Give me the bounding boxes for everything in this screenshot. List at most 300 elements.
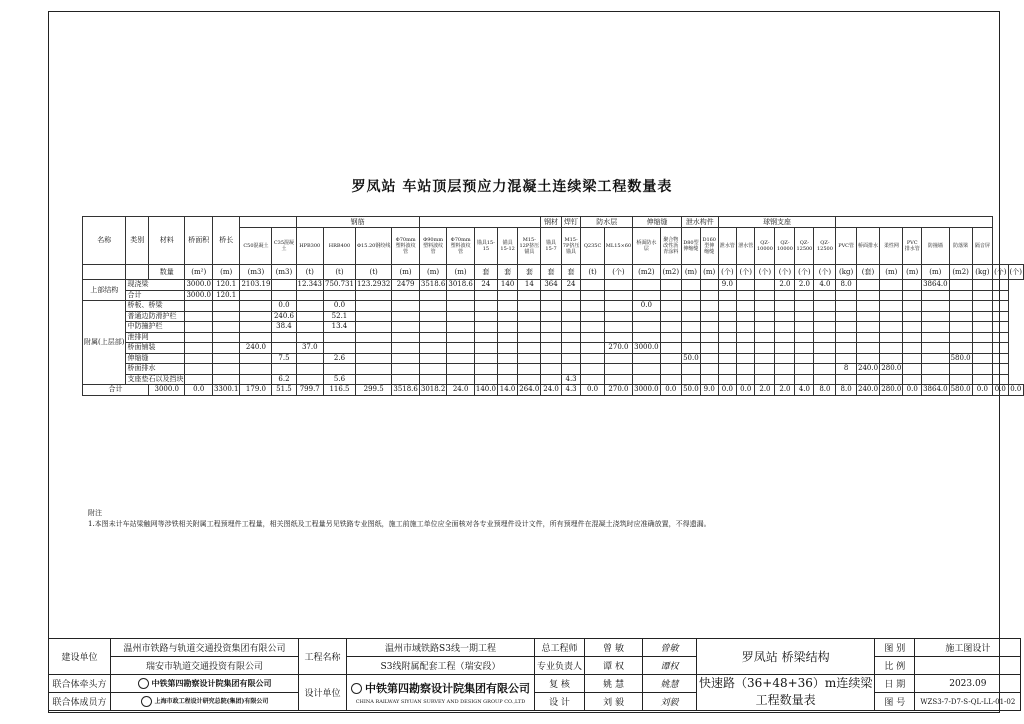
build-unit-label: 建设单位	[49, 639, 111, 675]
unit-cell: 套	[497, 265, 517, 280]
table-cell	[447, 353, 475, 364]
resp-name: 谭 权	[585, 657, 643, 675]
header-rebar: 钢筋	[296, 217, 419, 228]
table-cell: 240.0	[858, 385, 879, 394]
table-cell	[212, 322, 240, 333]
unit-cell: (t)	[581, 265, 604, 280]
table-cell	[903, 374, 922, 385]
table-cell	[814, 290, 836, 301]
row-label: 桥面铺装	[126, 343, 185, 354]
table-cell	[814, 311, 836, 322]
table-cell	[419, 332, 447, 343]
table-cell	[240, 290, 272, 301]
lead-label: 联合体牵头方	[49, 675, 111, 693]
no-label: 图 号	[875, 693, 915, 711]
header-item: 锚具15-12	[497, 228, 517, 265]
table-cell	[755, 290, 775, 301]
table-cell: 0.0	[737, 385, 755, 396]
table-cell: 24	[474, 280, 497, 291]
table-cell	[447, 311, 475, 322]
table-cell	[392, 343, 420, 354]
unit-cell: (m)	[392, 265, 420, 280]
review-signature: 姚慧	[643, 675, 697, 693]
chief-signature: 曾敏	[643, 639, 697, 657]
header-item: HPB300	[296, 228, 324, 265]
unit-cell: (m)	[880, 265, 903, 280]
table-cell: 3518.6	[420, 280, 446, 289]
table-cell	[355, 322, 391, 333]
table-cell: 2.0	[775, 280, 795, 291]
table-cell	[718, 311, 736, 322]
table-cell: 120.1	[212, 290, 240, 301]
table-cell	[880, 301, 903, 312]
table-cell	[633, 374, 661, 385]
table-cell	[903, 364, 922, 375]
table-cell: 0.0	[185, 385, 213, 396]
unit-cell: (m²)	[185, 265, 213, 280]
table-cell	[814, 322, 836, 333]
table-cell: 14.0	[497, 385, 517, 396]
header-item: QZ-10000	[755, 228, 775, 265]
header-item: PVC管	[836, 228, 856, 265]
sms-logo: 上海市政工程设计研究总院(集团)有限公司	[141, 696, 269, 707]
project-label: 工程名称	[299, 639, 347, 675]
unit-cell: (个)	[1008, 265, 1023, 280]
table-cell: 2.6	[324, 353, 356, 364]
table-cell: 750.731	[325, 280, 354, 289]
table-cell	[518, 301, 541, 312]
header-length: 桥长	[212, 217, 240, 265]
header-item: D160型伸缩缝	[700, 228, 718, 265]
table-cell: 799.7	[296, 385, 324, 396]
table-cell: 3000.0	[149, 385, 185, 396]
table-cell: 270.0	[604, 343, 632, 354]
table-cell	[949, 374, 972, 385]
header-item: 防落梁	[949, 228, 972, 265]
unit-cell: 套	[561, 265, 581, 280]
table-cell	[775, 290, 795, 301]
table-cell	[497, 290, 517, 301]
table-cell	[240, 301, 272, 312]
header-material: 材料	[149, 217, 185, 265]
table-cell: 2.0	[775, 385, 795, 396]
table-cell	[541, 290, 561, 301]
table-cell	[581, 364, 604, 375]
table-cell	[718, 374, 736, 385]
header-drain: 泄水构件	[682, 217, 719, 228]
table-cell: 0.0	[718, 385, 736, 396]
table-cell	[880, 353, 903, 364]
date-value: 2023.09	[915, 675, 1021, 693]
table-cell	[880, 343, 903, 354]
table-cell	[993, 332, 1008, 343]
logo-mark-icon	[351, 683, 362, 694]
header-item: QZ-12500	[814, 228, 836, 265]
table-cell	[700, 374, 718, 385]
table-cell	[795, 290, 814, 301]
project-2: S3线附属配套工程（瑞安段）	[347, 657, 535, 675]
table-cell	[737, 343, 755, 354]
section-label: 附属(上层部)	[83, 301, 126, 385]
stage-label: 图 别	[875, 639, 915, 657]
table-cell	[561, 343, 581, 354]
header-item: 桥面排水	[856, 228, 880, 265]
table-cell	[700, 290, 718, 301]
table-cell	[474, 332, 497, 343]
table-cell	[581, 301, 604, 312]
table-cell	[903, 322, 922, 333]
unit-cell: (m2)	[660, 265, 681, 280]
crsdi-logo: 中铁第四勘察设计院集团有限公司	[138, 678, 272, 690]
table-row	[83, 301, 1024, 312]
table-cell	[447, 374, 475, 385]
table-cell	[633, 353, 661, 364]
table-cell	[775, 353, 795, 364]
table-cell: 280.0	[881, 385, 902, 394]
table-cell	[795, 301, 814, 312]
table-cell: 2479	[392, 280, 420, 291]
table-cell	[880, 374, 903, 385]
header-item: PVC排水管	[903, 228, 922, 265]
table-cell	[755, 322, 775, 333]
header-item: Φ15.20钢绞线	[355, 228, 391, 265]
table-cell	[581, 290, 604, 301]
table-cell	[392, 332, 420, 343]
table-cell	[272, 332, 296, 343]
unit-cell: (m2)	[949, 265, 972, 280]
table-cell: 3300.1	[213, 385, 239, 394]
table-cell	[447, 301, 475, 312]
table-cell	[541, 311, 561, 322]
table-cell: 4.0	[795, 385, 814, 396]
table-cell	[604, 280, 632, 291]
table-cell	[880, 332, 903, 343]
table-cell	[561, 353, 581, 364]
table-cell	[185, 311, 213, 322]
table-cell	[775, 364, 795, 375]
table-cell	[856, 290, 880, 301]
table-cell	[83, 265, 126, 280]
row-label: 现浇梁	[126, 280, 185, 291]
table-cell	[903, 353, 922, 364]
table-cell	[922, 290, 950, 301]
header-item: HRB400	[324, 228, 356, 265]
table-cell	[212, 364, 240, 375]
table-cell	[474, 364, 497, 375]
table-cell	[795, 343, 814, 354]
unit-cell: (套)	[856, 265, 880, 280]
table-cell	[604, 332, 632, 343]
table-cell	[541, 322, 561, 333]
table-cell: 3000.0	[634, 343, 659, 352]
table-row	[83, 290, 1024, 301]
table-cell: 0.0	[581, 385, 604, 396]
table-cell	[660, 332, 681, 343]
table-cell	[633, 280, 661, 291]
table-cell: 580.0	[950, 353, 971, 362]
table-cell	[972, 343, 992, 354]
table-cell	[419, 311, 447, 322]
unit-cell: (kg)	[972, 265, 992, 280]
table-cell	[949, 311, 972, 322]
table-cell	[660, 322, 681, 333]
table-cell	[814, 364, 836, 375]
table-cell	[755, 311, 775, 322]
table-cell	[660, 290, 681, 301]
table-cell	[240, 353, 272, 364]
table-cell	[682, 364, 701, 375]
review-name: 姚 慧	[585, 675, 643, 693]
table-cell	[737, 374, 755, 385]
header-bearing: 球钢支座	[718, 217, 836, 228]
table-cell: 3018.2	[420, 385, 446, 394]
table-cell	[324, 343, 356, 354]
table-cell	[581, 343, 604, 354]
no-value: WZS3-7-D7-S-QL-LL-01-02	[915, 693, 1021, 711]
table-cell	[856, 374, 880, 385]
header-row	[83, 217, 1024, 228]
table-cell: 0.0	[1008, 385, 1023, 396]
table-cell	[856, 343, 880, 354]
table-cell	[240, 332, 272, 343]
table-cell	[240, 364, 272, 375]
table-cell	[775, 311, 795, 322]
table-cell	[737, 322, 755, 333]
table-cell	[949, 364, 972, 375]
table-cell	[447, 332, 475, 343]
table-cell	[922, 311, 950, 322]
table-cell: 3000.0	[634, 385, 659, 394]
table-cell: 5.6	[324, 374, 356, 385]
total-row	[83, 385, 1024, 396]
table-cell: 120.1	[212, 280, 240, 291]
table-cell	[700, 280, 718, 291]
table-cell	[880, 311, 903, 322]
table-cell	[737, 311, 755, 322]
table-cell	[518, 311, 541, 322]
table-cell	[718, 343, 736, 354]
header-item: 柔性网	[880, 228, 903, 265]
table-cell	[355, 290, 391, 301]
table-cell	[392, 353, 420, 364]
table-cell	[633, 290, 661, 301]
table-cell: 0.0	[903, 385, 922, 396]
table-cell	[392, 311, 420, 322]
header-waterproof: 防水层	[581, 217, 633, 228]
unit-cell: (m)	[447, 265, 475, 280]
table-cell	[324, 332, 356, 343]
table-cell	[240, 311, 272, 322]
table-cell	[836, 290, 856, 301]
table-cell	[392, 322, 420, 333]
table-cell: 24	[561, 280, 581, 291]
table-cell	[922, 301, 950, 312]
unit-cell: (m)	[922, 265, 950, 280]
table-cell: 270.0	[604, 385, 632, 396]
header-area: 桥面积	[185, 217, 213, 265]
table-cell: 580.0	[950, 385, 971, 394]
table-cell	[993, 280, 1008, 291]
table-cell	[993, 374, 1008, 385]
table-cell	[700, 364, 718, 375]
table-cell	[836, 374, 856, 385]
header-item: Φ70mm塑料波纹管	[447, 228, 475, 265]
header-item: QZ-10000	[775, 228, 795, 265]
scale-label: 比 例	[875, 657, 915, 675]
table-cell	[212, 301, 240, 312]
table-cell	[880, 290, 903, 301]
table-cell	[660, 311, 681, 322]
table-cell	[296, 311, 324, 322]
project-1: 温州市域铁路S3线一期工程	[347, 639, 535, 657]
table-cell: 2103.19	[241, 280, 271, 289]
row-label: 合计	[126, 290, 185, 301]
table-cell	[604, 311, 632, 322]
table-cell: 2.0	[755, 385, 775, 396]
table-cell	[903, 301, 922, 312]
table-cell	[474, 322, 497, 333]
table-cell	[272, 290, 296, 301]
table-cell	[561, 364, 581, 375]
date-label: 日 期	[875, 675, 915, 693]
design-label: 设计单位	[299, 675, 347, 711]
table-cell	[185, 322, 213, 333]
table-cell	[972, 290, 992, 301]
header-item: Q235C	[581, 228, 604, 265]
table-cell	[392, 374, 420, 385]
table-cell	[922, 374, 950, 385]
table-cell	[355, 374, 391, 385]
unit-cell: (t)	[324, 265, 356, 280]
table-cell	[185, 332, 213, 343]
table-cell: 8.0	[836, 280, 856, 291]
table-cell	[755, 301, 775, 312]
table-cell: 0.0	[633, 301, 661, 312]
table-cell	[541, 332, 561, 343]
table-cell	[700, 332, 718, 343]
table-cell	[581, 374, 604, 385]
table-cell	[682, 343, 701, 354]
table-cell	[737, 353, 755, 364]
table-cell	[972, 374, 992, 385]
header-item: 隔音屏	[972, 228, 992, 265]
table-cell	[737, 290, 755, 301]
table-cell: 8.0	[836, 385, 856, 396]
table-cell	[972, 364, 992, 375]
header-name: 名称	[83, 217, 126, 265]
header-item: M15-7P挤压锚具	[561, 228, 581, 265]
table-cell	[775, 332, 795, 343]
row-label: 桥板、桥梁	[126, 301, 185, 312]
unit-cell: (m3)	[272, 265, 296, 280]
table-cell: 364	[541, 280, 561, 291]
table-cell	[836, 311, 856, 322]
table-row	[83, 322, 1024, 333]
table-cell: 14	[518, 280, 541, 291]
table-cell	[700, 353, 718, 364]
table-cell	[836, 301, 856, 312]
table-cell: 37.0	[296, 343, 324, 354]
table-cell	[474, 290, 497, 301]
table-cell	[541, 301, 561, 312]
table-cell	[296, 374, 324, 385]
table-row	[83, 353, 1024, 364]
quantity-table	[82, 216, 1024, 396]
table-cell: 51.5	[272, 385, 296, 396]
header-item: 聚合物改性沥青涂料	[660, 228, 681, 265]
table-row	[83, 280, 1024, 291]
table-cell	[633, 364, 661, 375]
unit-cell: (m)	[419, 265, 447, 280]
table-cell	[185, 353, 213, 364]
header-item: 泄水管	[718, 228, 736, 265]
table-cell	[880, 322, 903, 333]
table-cell	[185, 301, 213, 312]
table-cell	[856, 301, 880, 312]
table-cell	[755, 343, 775, 354]
table-cell	[541, 353, 561, 364]
table-cell	[660, 374, 681, 385]
table-cell	[922, 353, 950, 364]
table-cell: 24.0	[447, 385, 475, 396]
table-cell	[419, 322, 447, 333]
table-cell	[718, 364, 736, 375]
resp-label: 专业负责人	[535, 657, 585, 675]
unit-cell: (m)	[700, 265, 718, 280]
table-cell	[296, 364, 324, 375]
table-cell	[518, 353, 541, 364]
table-cell: 3000.0	[186, 290, 211, 299]
table-cell	[541, 343, 561, 354]
table-cell	[949, 290, 972, 301]
build-unit-2: 瑞安市轨道交通投资有限公司	[111, 657, 299, 675]
table-cell	[700, 311, 718, 322]
table-cell	[993, 343, 1008, 354]
table-cell	[633, 332, 661, 343]
table-cell	[497, 322, 517, 333]
unit-cell: 套	[474, 265, 497, 280]
table-cell: 264.0	[519, 385, 540, 394]
table-cell	[836, 332, 856, 343]
header-item: 防撞墙	[922, 228, 950, 265]
table-cell	[604, 290, 632, 301]
table-cell	[296, 353, 324, 364]
row-label: 普通边防滑护栏	[126, 311, 185, 322]
table-cell	[604, 301, 632, 312]
table-cell	[604, 353, 632, 364]
header-item: C50混凝土	[240, 228, 272, 265]
unit-cell: (m2)	[633, 265, 661, 280]
table-cell	[447, 322, 475, 333]
table-cell	[355, 364, 391, 375]
unit-cell: (个)	[755, 265, 775, 280]
table-cell: 179.0	[240, 385, 272, 396]
table-cell	[392, 364, 420, 375]
table-cell	[949, 301, 972, 312]
table-cell	[518, 332, 541, 343]
table-cell: 9.0	[700, 385, 718, 396]
table-cell	[561, 290, 581, 301]
unit-cell: 套	[541, 265, 561, 280]
table-cell	[836, 343, 856, 354]
header-item: M15-12P挤压锚具	[518, 228, 541, 265]
unit-cell: (个)	[795, 265, 814, 280]
table-cell	[682, 332, 701, 343]
header-joint: 伸缩缝	[633, 217, 682, 228]
table-cell	[718, 353, 736, 364]
table-cell	[497, 353, 517, 364]
table-cell	[972, 322, 992, 333]
